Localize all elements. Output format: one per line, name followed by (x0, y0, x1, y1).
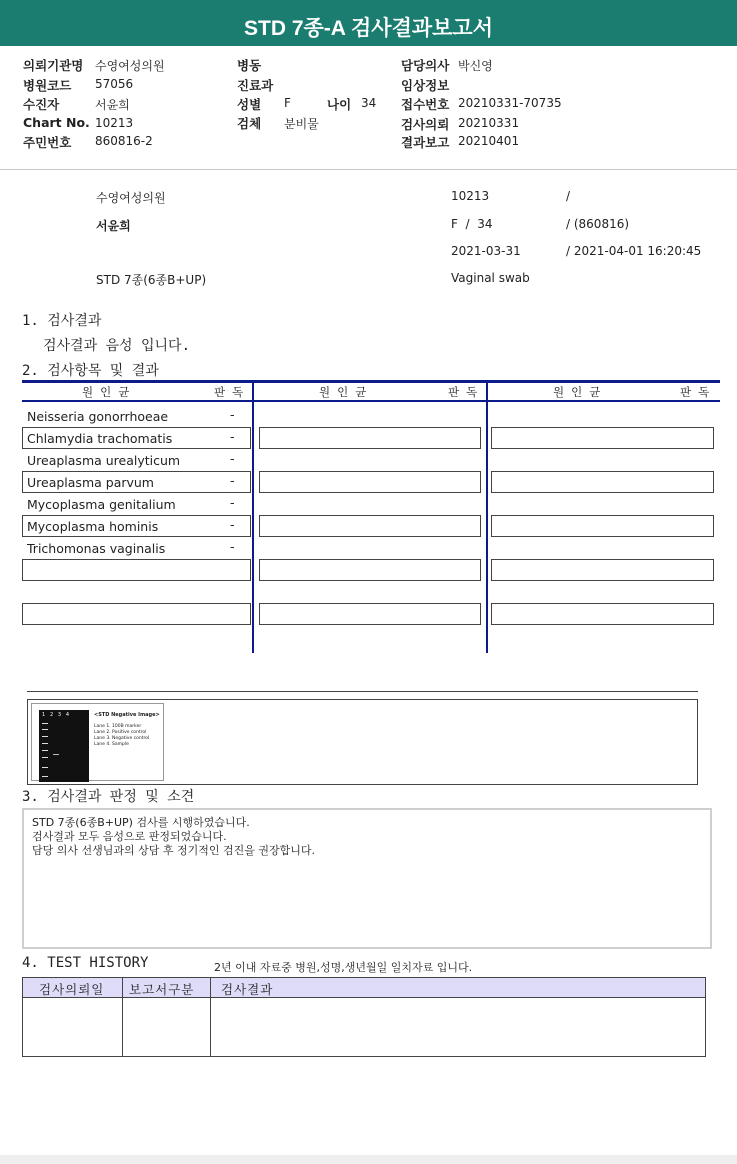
col-header-org-1: 원인균 (82, 385, 137, 399)
report-title: STD 7종-A 검사결과보고서 (0, 0, 737, 46)
result-cell (22, 603, 251, 625)
organism-result: - (230, 429, 235, 444)
opinion-line: 검사결과 모두 음성으로 판정되었습니다. (32, 830, 227, 843)
history-col-divider (210, 978, 211, 1056)
organism-name: Chlamydia trachomatis (27, 431, 173, 446)
institution-value: 수영여성의원 (95, 59, 165, 73)
patient-value: 서윤희 (95, 98, 130, 112)
opinion-box (22, 808, 712, 949)
gel-image-box (27, 699, 698, 785)
gel-lane-3: Lane 3. Negative control (94, 736, 150, 741)
opinion-line: 담당 의사 선생님과의 상담 후 정기적인 검진을 권장합니다. (32, 844, 315, 857)
col-header-org-2: 원인균 (319, 385, 374, 399)
age-label: 나이 (327, 97, 352, 112)
chart-no-value: 10213 (95, 116, 134, 130)
result-cell (491, 471, 714, 493)
sex-value: F (284, 96, 291, 110)
organism-name: Neisseria gonorrhoeae (27, 409, 169, 424)
section3-title: 3. 검사결과 판정 및 소견 (22, 789, 195, 805)
result-cell (491, 515, 714, 537)
summary-report-datetime: / 2021-04-01 16:20:45 (566, 244, 702, 258)
request-date-label: 검사의뢰 (401, 117, 450, 132)
hospital-code-value: 57056 (95, 77, 134, 91)
history-col-type: 보고서구분 (129, 982, 195, 997)
section2-title: 2. 검사항목 및 결과 (22, 363, 159, 379)
result-cell (491, 603, 714, 625)
result-cell (259, 559, 481, 581)
history-col-divider (122, 978, 123, 1056)
resident-no-value: 860816-2 (95, 134, 153, 148)
organism-result: - (230, 495, 235, 510)
doctor-value: 박신영 (458, 59, 493, 73)
section1-text: 검사결과 음성 입니다. (43, 338, 191, 354)
table-col-divider-2 (486, 383, 488, 653)
page-footer-bar (0, 1155, 737, 1164)
summary-request-date: 2021-03-31 (451, 244, 521, 258)
gel-image (39, 710, 89, 782)
organism-result: - (230, 517, 235, 532)
receipt-no-value: 20210331-70735 (458, 96, 562, 110)
organism-name: Ureaplasma urealyticum (27, 453, 181, 468)
opinion-line: STD 7종(6종B+UP) 검사를 시행하였습니다. (32, 816, 250, 829)
ward-label: 병동 (237, 58, 262, 73)
summary-birth: / (860816) (566, 217, 630, 231)
section4-title: 4. TEST HISTORY (22, 955, 149, 971)
summary-chart-no: 10213 (451, 189, 490, 203)
summary-institution: 수영여성의원 (96, 191, 166, 205)
organism-result: - (230, 407, 235, 422)
age-value: 34 (361, 96, 377, 110)
table-col-divider-1 (252, 383, 254, 653)
history-header (23, 978, 705, 998)
summary-specimen: Vaginal swab (451, 271, 530, 285)
chart-no-label: Chart No. (23, 115, 90, 130)
gel-image-title: <STD Negative Image> (94, 712, 160, 718)
organism-name: Ureaplasma parvum (27, 475, 154, 490)
report-date-value: 20210401 (458, 134, 520, 148)
organism-result: - (230, 473, 235, 488)
result-cell (491, 559, 714, 581)
organism-result: - (230, 539, 235, 554)
resident-no-label: 주민번호 (23, 135, 72, 150)
institution-label: 의뢰기관명 (23, 58, 84, 73)
gel-lane-2: Lane 2. Positive control (94, 730, 147, 735)
specimen-value: 분비물 (284, 117, 319, 131)
organism-name: Mycoplasma genitalium (27, 497, 176, 512)
summary-slash: / (566, 189, 571, 203)
patient-label: 수진자 (23, 97, 60, 112)
col-header-result-1: 판독 (214, 385, 251, 399)
result-cell (259, 603, 481, 625)
table-top-line (22, 380, 720, 383)
specimen-label: 검체 (237, 116, 262, 131)
report-header (0, 48, 737, 170)
summary-test-name: STD 7종(6종B+UP) (96, 273, 207, 287)
history-note: 2년 이내 자료중 병원,성명,생년월일 일치자료 입니다. (214, 961, 473, 974)
gel-lane-1: Lane 1. 100B marker (94, 724, 142, 729)
organism-result: - (230, 451, 235, 466)
result-cell (259, 471, 481, 493)
history-col-result: 검사결과 (221, 982, 274, 997)
history-table (22, 977, 706, 1057)
clinical-info-label: 임상정보 (401, 78, 450, 93)
result-cell (259, 427, 481, 449)
table-header-line (22, 400, 720, 402)
summary-sex-age: F / 34 (451, 217, 493, 231)
result-cell (259, 515, 481, 537)
organism-name: Trichomonas vaginalis (27, 541, 166, 556)
hospital-code-label: 병원코드 (23, 78, 72, 93)
report-date-label: 결과보고 (401, 135, 450, 150)
sex-label: 성별 (237, 97, 262, 112)
col-header-result-3: 판독 (680, 385, 717, 399)
doctor-label: 담당의사 (401, 58, 450, 73)
summary-patient: 서윤희 (96, 219, 131, 233)
image-top-rule (27, 691, 698, 692)
result-cell (491, 427, 714, 449)
gel-lane-numbers: 1 2 3 4 (42, 712, 70, 718)
col-header-result-2: 판독 (448, 385, 485, 399)
section1-title: 1. 검사결과 (22, 313, 102, 329)
history-col-date: 검사의뢰일 (39, 982, 105, 997)
organism-name: Mycoplasma hominis (27, 519, 159, 534)
request-date-value: 20210331 (458, 116, 520, 130)
dept-label: 진료과 (237, 78, 274, 93)
result-cell (22, 559, 251, 581)
gel-image-frame (31, 703, 164, 781)
col-header-org-3: 원인균 (553, 385, 608, 399)
receipt-no-label: 접수번호 (401, 97, 450, 112)
gel-lane-4: Lane 4. Sample (94, 742, 129, 747)
